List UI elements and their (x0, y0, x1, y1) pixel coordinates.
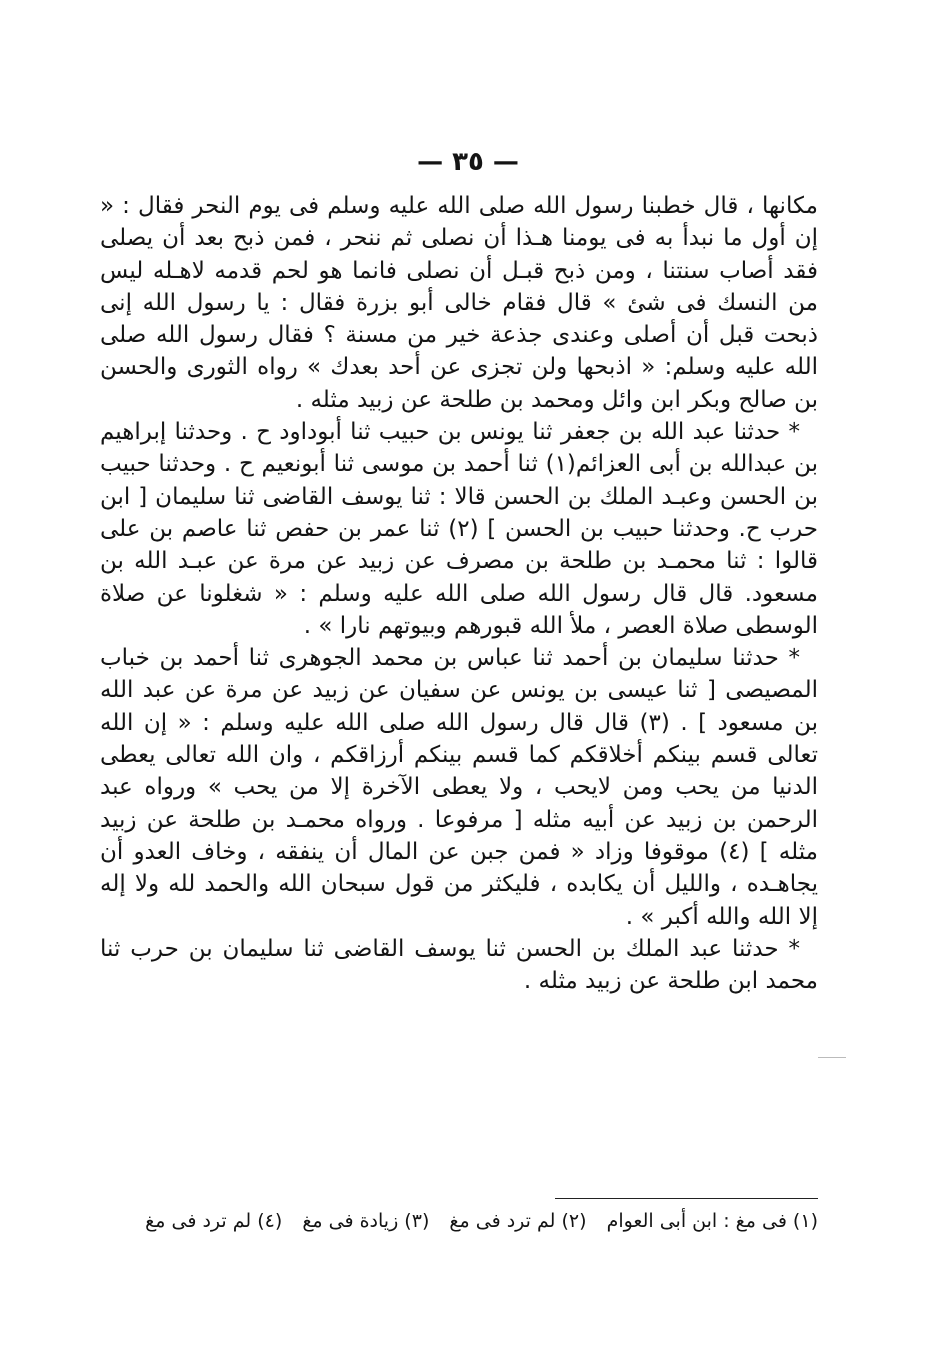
margin-mark (818, 1057, 846, 1058)
page-number: — ٣٥ — (417, 147, 519, 177)
footnote-4: (٤) لم ترد فى مغ (145, 1210, 283, 1232)
paragraph-2: * حدثنا عبد الله بن جعفر ثنا يونس بن حبيب ثنا أبوداود ح . وحدثنا إبراهيم بن عبدالله بن أبى العزائم(١) ثنا أحمد بن موسى ثنا أبونعيم ح . وحدثنا حبيب بن الحسن وعبـد الملك بن الحسن قالا : ثنا يوسف القاضى ثنا سليمان [ ابن حرب ح. وحدثنا حبيب بن الحسن ] (٢) ثنا عمر بن حفص ثنا عاصم بن على قالوا : ثنا محمـد بن طلحة بن مصرف عن زبيد عن مرة عن عبـد الله بن مسعود. قال قال رسول الله صلى الله عليه وسلم : « شغلونا عن صلاة الوسطى صلاة العصر ، ملأ الله قبورهم وبيوتهم نارا » . (100, 419, 818, 639)
paragraph-4: * حدثنا عبد الملك بن الحسن ثنا يوسف القاضى ثنا سليمان بن حرب ثنا محمد ابن طلحة عن زبيد مثله . (100, 935, 818, 995)
paragraph-1: مكانها ، قال خطبنا رسول الله صلى الله عليه وسلم فى يوم النحر فقال : « إن أول ما نبدأ به فى يومنا هـذا أن نصلى ثم ننحر ، فمن ذبح بعد أن يصلى فقد أصاب سنتنا ، ومن ذبح قبـل أن نصلى فانما هو لحم قدمه لاهـله ليس من النسك فى شئ » قال فقام خالى أبو بزرة فقال : يا رسول الله إنى ذبحت قبل أن أصلى وعندى جذعة خير من مسنة ؟ فقال رسول الله صلى الله عليه وسلم: « اذبحها ولن تجزى عن أحد بعدك » رواه الثورى والحسن بن صالح وبكر ابن وائل ومحمد بن طلحة عن زبيد مثله . (100, 193, 818, 413)
footnote-divider (555, 1198, 818, 1199)
paragraph-3: * حدثنا سليمان بن أحمد ثنا عباس بن محمد الجوهرى ثنا أحمد بن خباب المصيصى [ ثنا عيسى بن يونس عن سفيان عن زبيد عن مرة عن عبد الله بن مسعود ] . (٣) قال قال رسول الله صلى الله عليه وسلم : « إن الله تعالى قسم بينكم أخلاقكم كما قسم بينكم أرزاقكم ، وان الله تعالى يعطى الدنيا من يحب ومن لايحب ، ولا يعطى الآخرة إلا من يحب » ورواه عبد الرحمن بن زبيد عن أبيه مثله [ مرفوعا . ورواه محمـد بن طلحة عن زبيد مثله ] (٤) موقوفا وزاد « فمن جبن عن المال أن ينفقه ، وخاف العدو أن يجاهـده ، والليل أن يكابده ، فليكثر من قول سبحان الله والحمد لله ولا إله إلا الله والله أكبر » . (100, 645, 819, 930)
footnote-3: (٣) زيادة فى مغ (302, 1210, 430, 1232)
footnote-1: (١) فى مغ : ابن أبى العوام (606, 1210, 818, 1232)
main-text (100, 190, 818, 997)
footnote-2: (٢) لم ترد فى مغ (449, 1210, 587, 1232)
footnotes (100, 1206, 818, 1236)
